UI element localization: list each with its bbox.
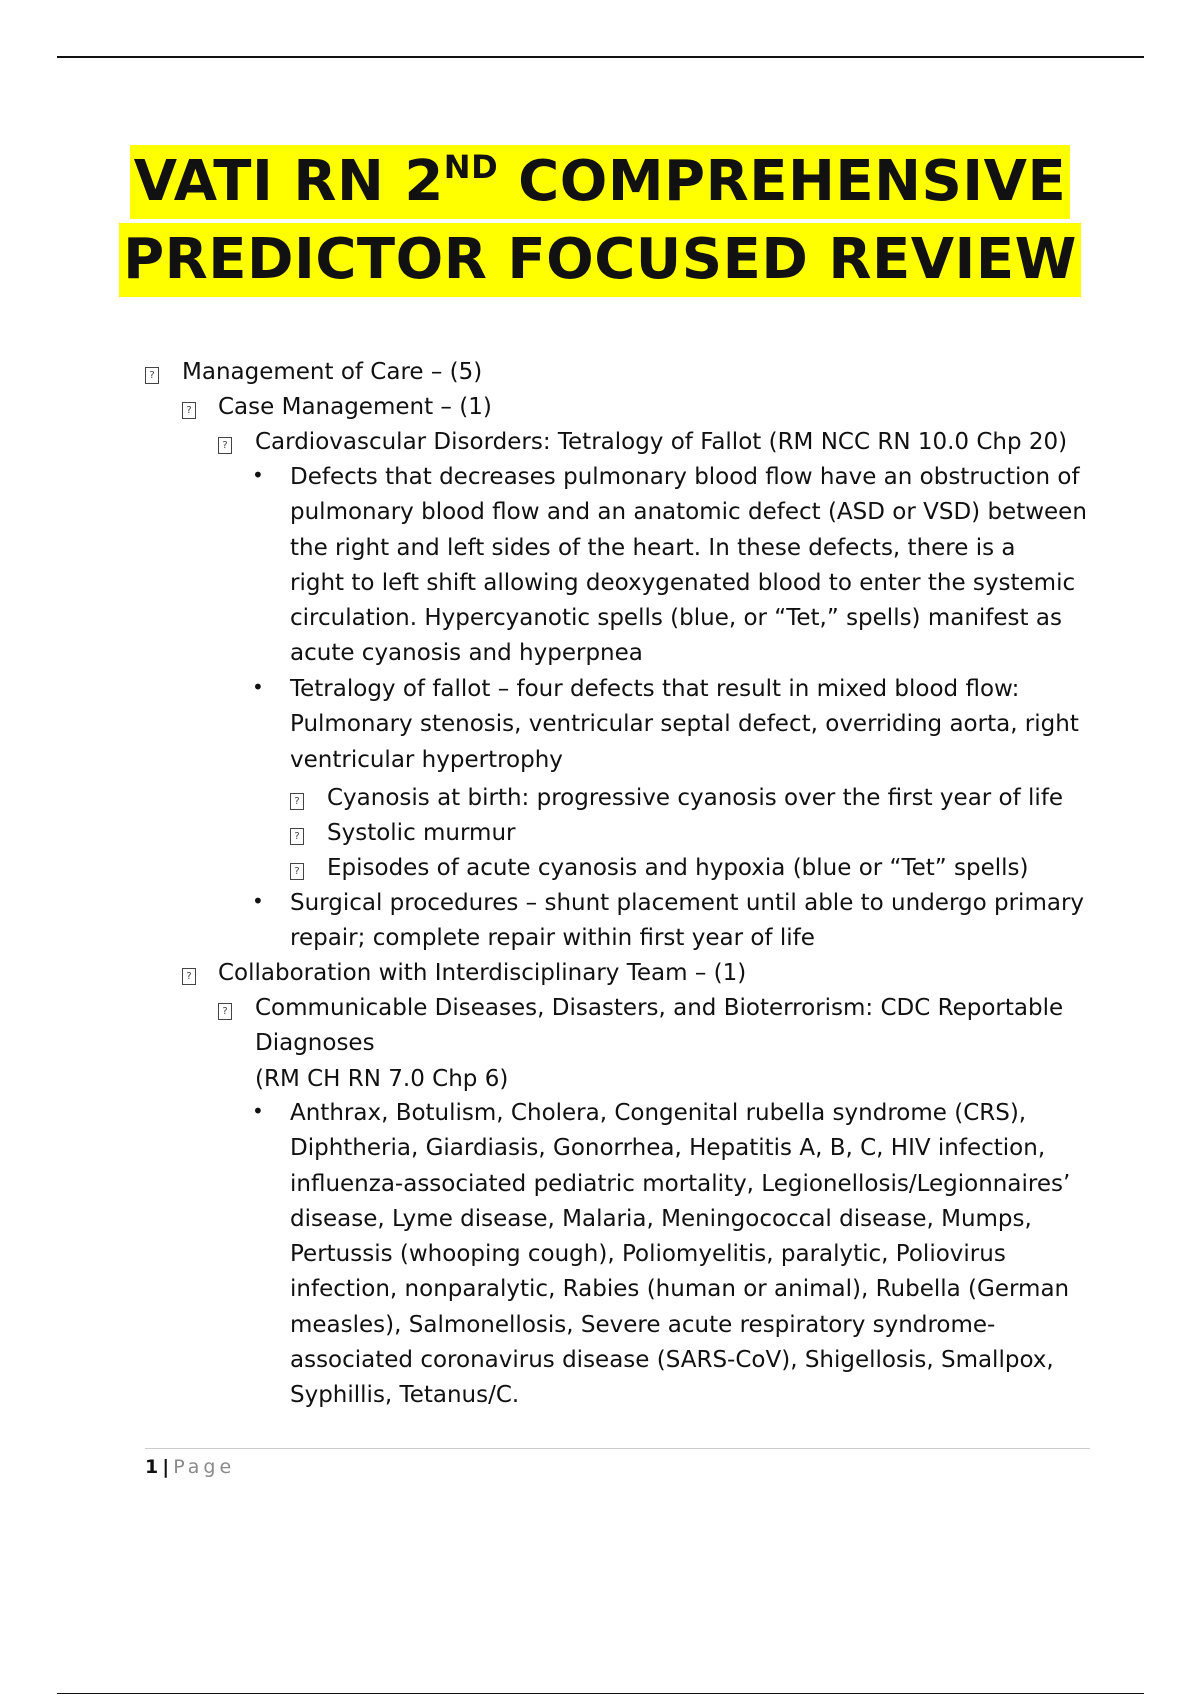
sub-item-systolic-murmur: Systolic murmur	[327, 820, 516, 846]
page-label: Page	[173, 1456, 236, 1478]
bullet-icon: •	[252, 675, 264, 699]
paragraph-line: Diagnoses	[255, 1030, 375, 1057]
paragraph-line: acute cyanosis and hyperpnea	[290, 640, 643, 667]
footer-rule	[145, 1448, 1090, 1449]
paragraph-line: pulmonary blood flow and an anatomic defect (ASD or VSD) between	[290, 499, 1087, 526]
bullet-icon: •	[252, 1099, 264, 1123]
paragraph-line: Syphillis, Tetanus/C.	[290, 1382, 520, 1409]
paragraph-line: repair; complete repair within first year of life	[290, 925, 815, 952]
paragraph-line: Diphtheria, Giardiasis, Gonorrhea, Hepatitis A, B, C, HIV infection,	[290, 1135, 1046, 1162]
paragraph-line: Communicable Diseases, Disasters, and Bioterrorism: CDC Reportable	[255, 995, 1064, 1021]
paragraph-line: associated coronavirus disease (SARS-CoV), Shigellosis, Smallpox,	[290, 1347, 1054, 1374]
paragraph-line: Pertussis (whooping cough), Poliomyelitis, paralytic, Poliovirus	[290, 1241, 1006, 1268]
bullet-icon: •	[252, 889, 264, 913]
paragraph-line: infection, nonparalytic, Rabies (human or animal), Rubella (German	[290, 1276, 1070, 1303]
heading-collaboration: Collaboration with Interdisciplinary Team – (1)	[218, 960, 747, 986]
title-text-2: PREDICTOR FOCUSED REVIEW	[123, 227, 1077, 292]
paragraph-line: influenza-associated pediatric mortality, Legionellosis/Legionnaires’	[290, 1170, 1071, 1197]
paragraph-line: the right and left sides of the heart. In these defects, there is a	[290, 534, 1016, 561]
paragraph-line: Surgical procedures – shunt placement until able to undergo primary	[290, 890, 1085, 916]
title-superscript: ND	[443, 148, 499, 186]
outline-marker-icon: ?	[290, 863, 304, 880]
paragraph-line: Defects that decreases pulmonary blood flow have an obstruction of	[290, 464, 1080, 490]
paragraph-line: Anthrax, Botulism, Cholera, Congenital rubella syndrome (CRS),	[290, 1100, 1027, 1126]
paragraph-line: circulation. Hypercyanotic spells (blue, or “Tet,” spells) manifest as	[290, 605, 1062, 632]
footer-separator: |	[162, 1456, 170, 1478]
outline-marker-icon: ?	[145, 367, 159, 384]
title-line-1	[130, 145, 1070, 219]
paragraph-line: measles), Salmonellosis, Severe acute respiratory syndrome-	[290, 1311, 996, 1338]
outline-marker-icon: ?	[290, 828, 304, 845]
bullet-paragraph-tetralogy	[290, 672, 1079, 778]
outline-marker-icon: ?	[182, 968, 196, 985]
document-title	[0, 145, 1200, 301]
bullet-paragraph-reportable-list	[290, 1096, 1070, 1414]
paragraph-line: disease, Lyme disease, Malaria, Meningococcal disease, Mumps,	[290, 1205, 1032, 1232]
sub-item-episodes: Episodes of acute cyanosis and hypoxia (blue or “Tet” spells)	[327, 855, 1029, 881]
outline-marker-icon: ?	[218, 437, 232, 454]
bullet-icon: •	[252, 463, 264, 487]
outline-marker-icon: ?	[182, 402, 196, 419]
paragraph-line: Pulmonary stenosis, ventricular septal defect, overriding aorta, right	[290, 711, 1079, 738]
heading-cardiovascular-disorders: Cardiovascular Disorders: Tetralogy of Fallot (RM NCC RN 10.0 Chp 20)	[255, 429, 1068, 455]
outline-marker-icon: ?	[290, 793, 304, 810]
page-footer	[145, 1452, 235, 1482]
bottom-rule	[57, 1693, 1144, 1694]
bullet-paragraph-defects	[290, 460, 1087, 672]
sub-item-cyanosis: Cyanosis at birth: progressive cyanosis over the first year of life	[327, 785, 1064, 811]
paragraph-line: right to left shift allowing deoxygenated blood to enter the systemic	[290, 569, 1076, 596]
paragraph-line: Tetralogy of fallot – four defects that result in mixed blood flow:	[290, 676, 1020, 702]
outline-marker-icon: ?	[218, 1003, 232, 1020]
title-text-1: VATI RN 2	[133, 149, 444, 214]
header-rule	[57, 56, 1144, 58]
heading-communicable-diseases	[255, 991, 1063, 1097]
paragraph-line: ventricular hypertrophy	[290, 746, 563, 773]
paragraph-line: (RM CH RN 7.0 Chp 6)	[255, 1065, 509, 1092]
heading-case-management: Case Management – (1)	[218, 394, 492, 420]
bullet-paragraph-surgical	[290, 886, 1084, 957]
title-text-1b: COMPREHENSIVE	[498, 149, 1067, 214]
title-line-2	[119, 223, 1081, 297]
heading-management-of-care: Management of Care – (5)	[182, 359, 483, 385]
page-number: 1	[145, 1456, 159, 1478]
